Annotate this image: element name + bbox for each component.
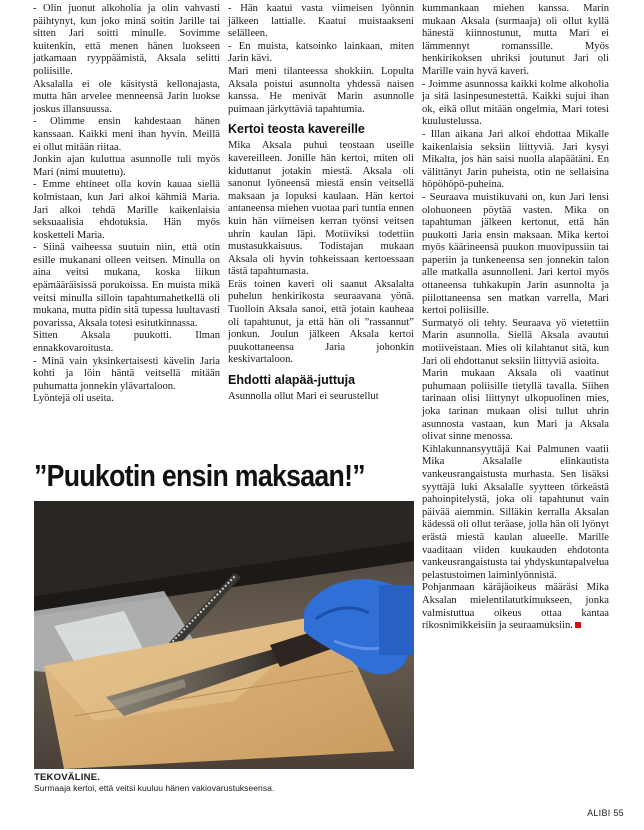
paragraph	[422, 582, 609, 632]
article-column-1	[33, 3, 220, 406]
paragraph: - Siinä vaiheessa suutuin niin, että otin esille mukanani olleen veitsen. Minulla on aina veitsi mukana, koska liikun epämääräisissä porukoissa. En muista mikä veitsi minulla silloin tapahtumahetkellä oli mukana, mutta pidin sitä tupessa luultavasti povarissa, Aksala totesi esitutkinnassa.	[33, 242, 220, 329]
article-column-3	[422, 3, 609, 633]
paragraph: Asunnolla ollut Mari ei seurustellut	[228, 391, 379, 403]
paragraph: - Olimme ensin kahdestaan hänen kanssaan. Kaikki meni ihan hyvin. Meillä ei ollut mitään riitaa.	[33, 116, 220, 153]
section-heading: Ehdotti alapää-juttuja	[228, 373, 356, 388]
paragraph: Mari meni tilanteessa shokkiin. Lopulta Aksala poistui asunnolta yhdessä naisen kanssa. He menivät Marin asunnolle puimaan järkyttäviä tapahtumia.	[228, 65, 414, 115]
paragraph: - Olin juonut alkoholia ja olin vahvasti päihtynyt, kun joko minä soitin Jarille tai sitten Jari soitti minulle. Sovimme kuitenkin, että menen hänen luokseen jatkamaan ryyppäämistä, Aksala selitti poliisille.	[33, 3, 220, 77]
paragraph: - Illan aikana Jari alkoi ehdottaa Mikalle kaikenlaisia seksiin liittyviä. Jari kysyi Mikalta, jos hän saisi nuolla alapäätäni. En välittänyt Jarin puheista, otin ne sellaisina höpöhöpö-puheina.	[422, 128, 609, 191]
page-number: ALIBI 55	[587, 808, 624, 818]
paragraph: - Joimme asunnossa kaikki kolme alkoholia ja sitä lasinpesunestettä. Kaikki sujui ihan ok, eikä ollut mitään ongelmia, Mari totesi kuulustelussa.	[422, 78, 609, 128]
paragraph: - En muista, katsoinko lainkaan, miten Jarin kävi.	[228, 40, 414, 65]
paragraph: Surmatyö oli tehty. Seuraava yö vietettiin Marin asunnolla. Siellä Aksala avautui motiiveistaan. Mies oli kilahtanut sitä, kun Jari oli ehdottanut seksiin liittyviä asioita.	[422, 317, 609, 367]
paragraph: Marin mukaan Aksala oli vaatinut puhumaan poliisille tietyllä tavalla. Siihen tarinaan olisi liittynyt ulkopuolinen mies, joka tarinan mukaan olisi tullut uhrin asunnosta vastaan, kun Mari ja Aksala olivat sinne menossa.	[422, 368, 609, 443]
paragraph: Mika Aksala puhui teostaan useille kavereilleen. Jonille hän kertoi, miten oli kiduttanut jotakin miestä. Aksala oli sanonut lyöneensä miestä ensin veitsellä maksaan ja lopuksi kaulaan. Hän kertoi antaneensa miehen vuotaa pari tuntia ennen kuin hän viimeisen kerran työnsi veitsen uhrin kaulan läpi. Motiiviksi todettiin mustasukkaisuus. Todistajan mukaan Aksala oli hyvin tohkeissaan kertoessaan tästä tapahtumasta.	[228, 140, 414, 278]
knife-evidence-photo	[34, 501, 414, 769]
paragraph: Jonkin ajan kuluttua asunnolle tuli myös Mari (nimi muutettu).	[33, 154, 220, 178]
paragraph: - Hän kaatui vasta viimeisen lyönnin jälkeen lattialle. Kaatui muistaakseni selälleen.	[228, 3, 414, 40]
caption-text: Surmaaja kertoi, että veitsi kuuluu hänen vakiovarustukseensa.	[34, 783, 275, 793]
paragraph: - Emme ehtineet olla kovin kauaa siellä kolmistaan, kun Jari alkoi kähmiä Maria. Jari alkoi tehdä Marille kaikenlaisia seksuaalisia ehdotuksia. Hän myös kosketteli Maria.	[33, 179, 220, 241]
caption-title: TEKOVÄLINE.	[34, 772, 101, 783]
article-column-2	[228, 3, 414, 404]
paragraph: - Seuraava muistikuvani on, kun Jari lensi olohuoneen pöytää vasten. Mika on tapahtuman jälkeen kertonut, että hän puukotti Jaria ensin maksaan. Mika kertoi myös käärineensä puukon muovipussiin tai paperiin ja tunkeneensa sen jonnekin talon alle matkalla asunnolleni. Jari kertoi myös ottaneensa tuhkakupin Jarin asunnolta ja piilottaneensa sen matkan varrella, Mari kertoi poliisille.	[422, 191, 609, 317]
paragraph: Lyöntejä oli useita.	[33, 393, 114, 405]
paragraph: Aksalalla ei ole käsitystä kellonajasta, mutta hän arvelee menneensä Jarin luokse joskus illansuussa.	[33, 78, 220, 115]
paragraph: kummankaan miehen kanssa. Marin mukaan Aksala (surmaaja) oli ollut kyllä hänestä kiinnostunut, mutta Mari ei lämmennyt romanssille. Myös henkirikoksen uhriksi joutunut Jari oli Marille vain hyvä kaveri.	[422, 3, 609, 77]
paragraph: Sitten Aksala puukotti. Ilman ennakkovaroitusta.	[33, 330, 220, 355]
paragraph-text: Pohjanmaan käräjäoikeus määräsi Mika Aksalan mielentilatutkimukseen, jonka valmistuttua oikeus ottaa kantaa rikosnimikkeisiin ja seuraamuksiin.	[422, 582, 609, 632]
end-mark-icon	[575, 622, 581, 628]
paragraph: - Minä vain yksinkertaisesti kävelin Jaria kohti ja löin häntä veitsellä mitään puhumatta jonnekin ylävartaloon.	[33, 355, 220, 392]
pull-quote-headline: ”Puukotin ensin maksaan!”	[34, 458, 365, 493]
paragraph: Eräs toinen kaveri oli saanut Aksalalta puhelun henkirikosta seuraavana yönä. Tuolloin Aksala sanoi, että jotain kauheaa oli tapahtunut, ja että hän oli ”rassannut” jonkun. Joulun jälkeen Aksala kertoi puukottaneensa Jaria johonkin keskivartaloon.	[228, 278, 414, 366]
section-heading: Kertoi teosta kavereille	[228, 122, 365, 137]
photo-illustration	[34, 501, 414, 769]
paragraph: Kihlakunnansyyttäjä Kai Palmunen vaatii Mika Aksalalle elinkautista vankeusrangaistusta murhasta. Sen lisäksi syyttäjä luki Aksalalle syytteen törkeästä pahoinpitelystä, joka oli tapahtunut vain päivää aiemmin. Silläkin kerralla Aksalan kädessä oli ollut teräase, jolla hän oli lyönyt erästä miestä kaulan alueelle. Marille vaaditaan viiden kuukauden ehdotonta vankeusrangaistusta tai yhdyskuntapalvelua pelastustoimen laiminlyönnistä.	[422, 443, 609, 581]
